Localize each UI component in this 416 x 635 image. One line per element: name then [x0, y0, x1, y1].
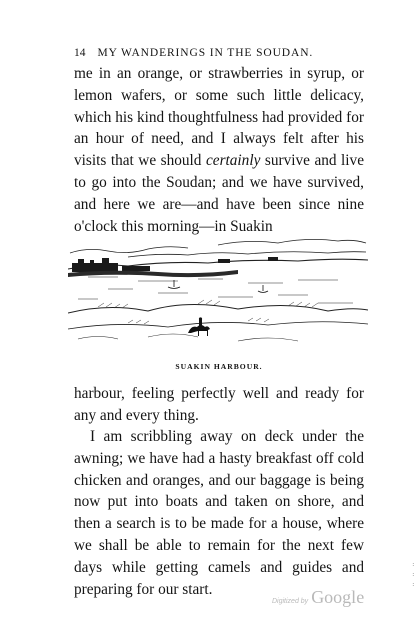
suakin-harbour-illustration: [68, 233, 368, 351]
paragraph-1-text-a: me in an orange, or strawberries in syrup, or lemon wafers, or some such little delicacy, which his kind thoughtfulness had provided for an hour of need, and I always felt after his visits that we should: [74, 65, 364, 170]
paragraph-2: harbour, feeling perfectly well and ready for any and every thing.: [74, 385, 364, 424]
paragraph-3: I am scribbling away on deck under the awning; we have had a hasty breakfast off cold chicken and oranges, and our baggage is being now put into boats and taken on shore, and then a search is to be made for a house, where we shall be able to remain for the next few days while getting camels and guides and preparing for our start.: [74, 428, 364, 598]
emphasis-certainly: certainly: [205, 152, 261, 170]
digitization-watermark: [272, 587, 364, 608]
figure-caption: SUAKIN HARBOUR.: [175, 362, 263, 371]
running-title: MY WANDERINGS IN THE SOUDAN.: [97, 47, 314, 59]
watermark-brand: Google: [311, 587, 365, 607]
paragraph-1-text-b: survive and live to go into the Soudan; and we have survived, and here we are—and have been since nine o'clock this morning—in Suakin: [74, 152, 364, 235]
page-edge-marks: : : :: [412, 562, 414, 588]
watermark-prefix: Digitized by: [272, 598, 309, 605]
paragraph-1: [74, 63, 364, 237]
running-header: [74, 47, 364, 59]
page-number: 14: [74, 47, 86, 59]
